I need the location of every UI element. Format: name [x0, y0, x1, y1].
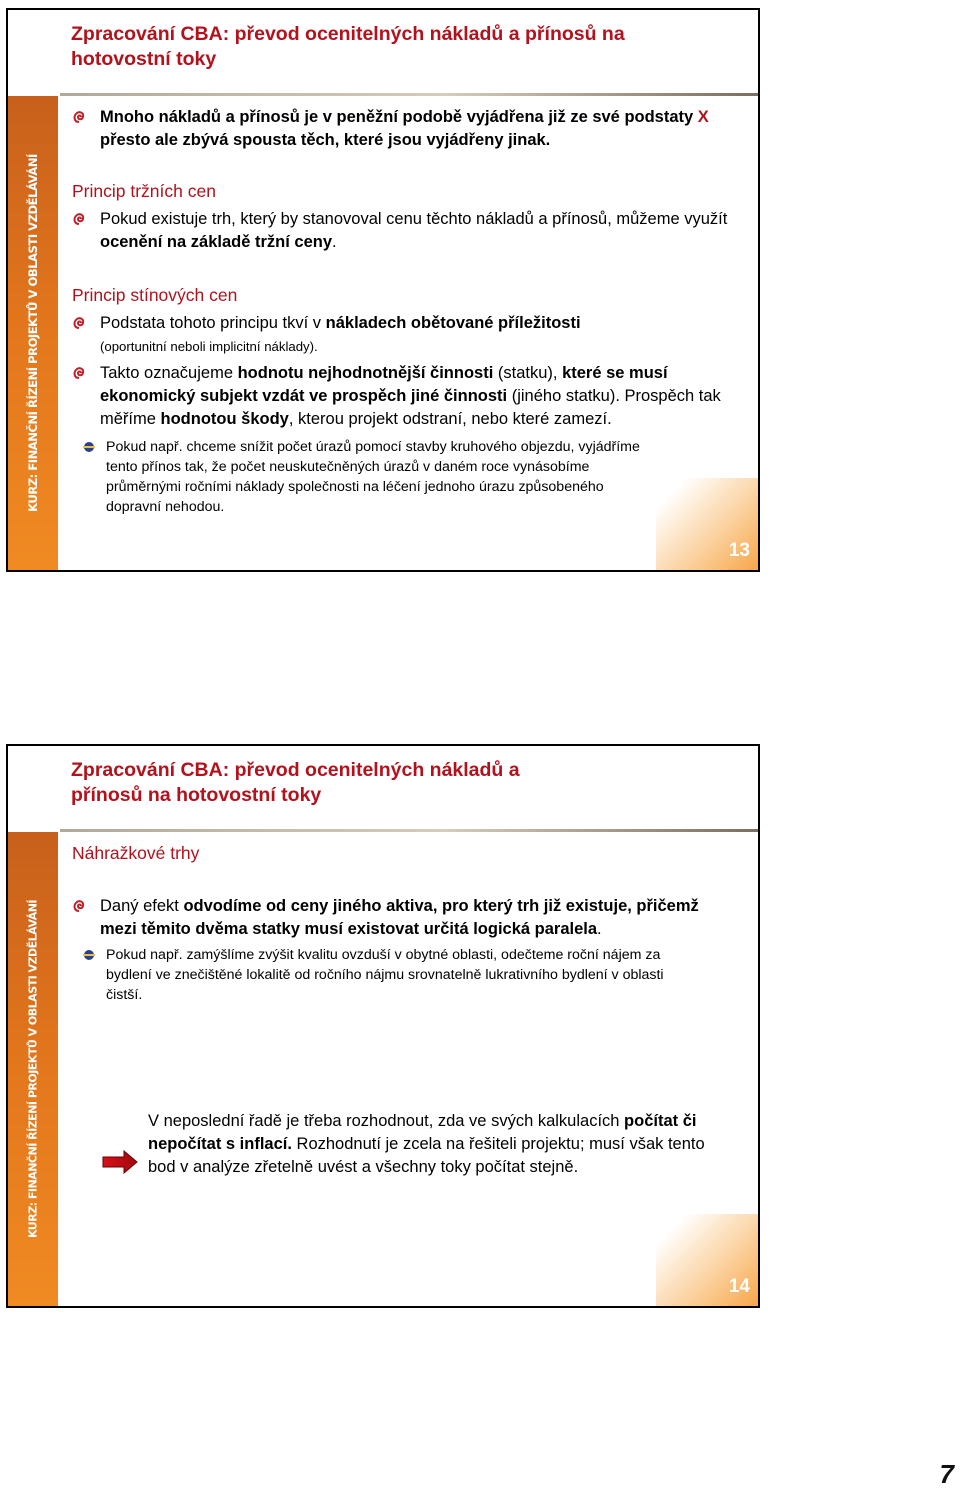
sub-bullet-icon: [82, 440, 96, 454]
side-bar: [8, 832, 58, 1306]
side-bar-text: KURZ: FINANČNÍ ŘÍZENÍ PROJEKTŮ V OBLASTI VZDĚLÁVÁNÍ: [26, 154, 40, 512]
section-heading-substitute: Náhražkové trhy: [72, 843, 200, 863]
inflation-note-text: V neposlední řadě je třeba rozhodnout, zda ve svých kalkulacích počítat či nepočítat s inflací. Rozhodnutí je zcela na řešiteli projektu; musí však tento bod v analýze zřetelně uvést a všechny toky počítat stejně.: [148, 1112, 705, 1176]
swirl-bullet-icon: [72, 316, 86, 330]
slide-13: [6, 8, 760, 572]
header-rule: [60, 829, 758, 832]
slide-content: [72, 106, 728, 517]
side-bar-text: KURZ: FINANČNÍ ŘÍZENÍ PROJEKTŮ V OBLASTI VZDĚLÁVÁNÍ: [26, 899, 40, 1239]
slide-content: [72, 842, 728, 1005]
swirl-bullet-icon: [72, 110, 86, 124]
header-rule: [60, 93, 758, 96]
bullet-substitute: Daný efekt odvodíme od ceny jiného aktiva, pro který trh již existuje, přičemž mezi těmito dvěma statky musí existovat určitá logická paralela.: [72, 895, 728, 941]
document-page-number: 7: [939, 1459, 954, 1489]
sub-bullet-example: Pokud např. zamýšlíme zvýšit kvalitu ovzduší v obytné oblasti, odečteme roční nájem za bydlení ve znečištěné lokalitě od ročního nájmu srovnatelně lukrativního bydlení v oblasti čistší.: [44, 945, 728, 1005]
slide-14: [6, 744, 760, 1308]
section-heading-market: Princip tržních cen: [72, 181, 216, 201]
sub-bullet-example: Pokud např. chceme snížit počet úrazů pomocí stavby kruhového objezdu, vyjádříme tento přínos tak, že počet neuskutečněných úrazů v daném roce vynásobíme průměrnými ročními náklady společnosti na léčení jednoho úrazu způsobeného dopravní nehodou.: [44, 437, 728, 517]
swirl-bullet-icon: [72, 212, 86, 226]
slide-title: Zpracování CBA: převod ocenitelných nákladů a přínosů na hotovostní toky: [71, 23, 625, 70]
slide-title: Zpracování CBA: převod ocenitelných nákladů a přínosů na hotovostní toky: [71, 759, 520, 806]
bullet-shadow-2: Takto označujeme hodnotu nejhodnotnější činnosti (statku), které se musí ekonomický subjekt vzdát ve prospěch jiné činnosti (jiného statku). Prospěch tak měříme hodnotou škody, kterou projekt odstraní, nebo které zamezí.: [72, 362, 728, 431]
slide-header: [8, 746, 758, 830]
bullet-intro: Mnoho nákladů a přínosů je v peněžní podobě vyjádřena již ze své podstaty X přesto ale zbývá spousta těch, které jsou vyjádřeny jinak.: [72, 106, 728, 152]
right-arrow-icon: [102, 1150, 138, 1174]
page-number-box: [656, 1214, 758, 1306]
inflation-note: [102, 1110, 718, 1179]
section-heading-shadow: Princip stínových cen: [72, 285, 238, 305]
page-number: 14: [728, 1276, 750, 1297]
swirl-bullet-icon: [72, 899, 86, 913]
page-number: 13: [728, 540, 750, 561]
bullet-market: Pokud existuje trh, který by stanovoval cenu těchto nákladů a přínosů, můžeme využít ocenění na základě tržní ceny.: [72, 208, 728, 254]
sub-bullet-icon: [82, 948, 96, 962]
slide-header: [8, 10, 758, 94]
page-number-box: [656, 478, 758, 570]
bullet-shadow-1: Podstata tohoto principu tkví v nákladech obětované příležitosti (oportunitní neboli implicitní náklady).: [72, 312, 728, 358]
swirl-bullet-icon: [72, 366, 86, 380]
